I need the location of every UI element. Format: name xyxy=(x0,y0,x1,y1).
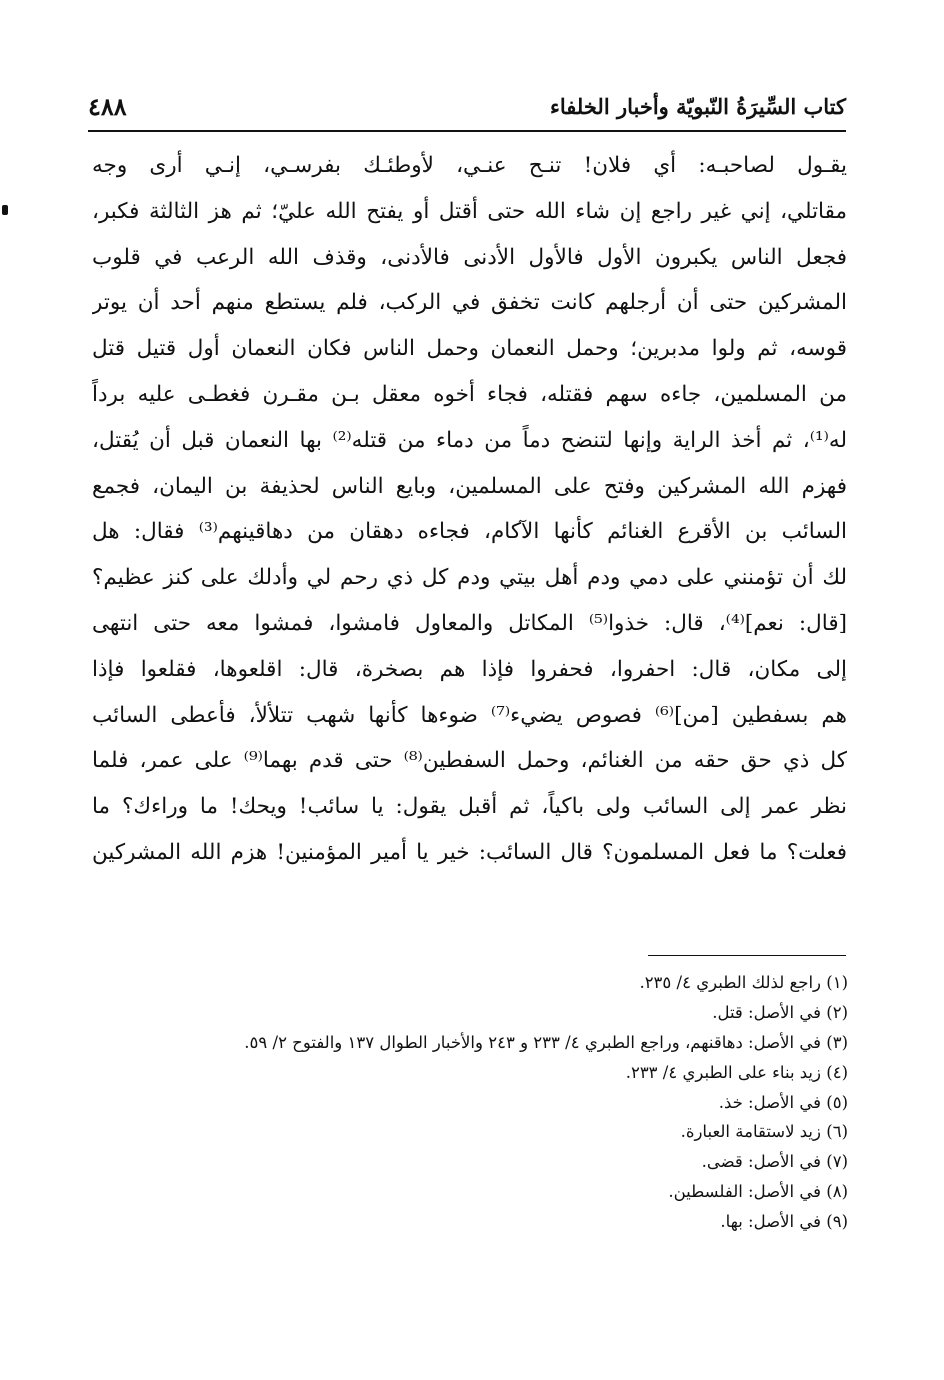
text-line: قوسه، ثم ولوا مدبرين؛ وحمل النعمان وحمل الناس فكان النعمان أول قتيل قتل xyxy=(92,336,847,362)
text-line: المشركين حتى أن أرجلهم كانت تخفق في الركب، فلم يستطع منهم أحد أن يوتر xyxy=(92,290,847,316)
page-number: ٤٨٨ xyxy=(88,92,127,121)
text-line: السائب بن الأقرع الغنائم كأنها الآكام، فجاءه دهقان من دهاقينهم⁽³⁾ فقال: هل xyxy=(92,519,847,545)
footnote-divider xyxy=(648,955,846,956)
text-line: نظر عمر إلى السائب ولى باكياً، ثم أقبل يقول: يا سائب! ويحك! ما وراءك؟ ما xyxy=(92,794,847,820)
text-line: له⁽¹⁾، ثم أخذ الراية وإنها لتنضح دماً من دماء من قتله⁽²⁾ بها النعمان قبل أن يُقتل، xyxy=(92,427,847,453)
text-line: لك أن تؤمنني على دمي ودم أهل بيتي ودم كل ذي رحم لي وأدلك على كنز عظيم؟ xyxy=(92,565,847,591)
main-text xyxy=(92,143,847,876)
footnote: (٨) في الأصل: الفلسطين. xyxy=(668,1182,848,1202)
book-title: كتاب السِّيرَةُ النّبويّة وأخبار الخلفاء xyxy=(550,94,846,119)
text-line: فعلت؟ ما فعل المسلمون؟ قال السائب: خير يا أمير المؤمنين! هزم الله المشركين xyxy=(92,839,847,865)
text-line: من المسلمين، جاءه سهم فقتله، فجاء أخوه معقل بـن مقـرن فغطـى عليه برداً xyxy=(92,381,847,407)
text-line: فجعل الناس يكبرون الأول فالأول الأدنى فالأدنى، وقذف الله الرعب في قلوب xyxy=(92,244,847,270)
text-line: إلى مكان، قال: احفروا، فحفروا فإذا هم بصخرة، قال: اقلعوها، فقلعوا فإذا xyxy=(92,656,847,682)
text-line: كل ذي حق حقه من الغنائم، وحمل السفطين⁽⁸⁾ حتى قدم بهما⁽⁹⁾ على عمر، فلما xyxy=(92,748,847,774)
text-line: مقاتلي، إني غير راجع إن شاء الله حتى أقتل أو يفتح الله عليّ؛ ثم هز الثالثة فكبر، xyxy=(92,198,847,224)
footnote: (٧) في الأصل: قضى. xyxy=(701,1152,848,1172)
text-line: [قال: نعم]⁽⁴⁾، قال: خذوا⁽⁵⁾ المكاتل والمعاول فامشوا، فمشوا معه حتى انتهى xyxy=(92,610,847,636)
footnotes xyxy=(108,968,848,1237)
footnote: (١) راجع لذلك الطبري ٤/ ٢٣٥. xyxy=(639,973,848,992)
margin-mark xyxy=(2,205,8,215)
text-line: فهزم الله المشركين وفتح على المسلمين، وبايع الناس لحذيفة بن اليمان، فجمع xyxy=(92,473,847,499)
footnote: (٥) في الأصل: خذ. xyxy=(718,1092,848,1112)
running-header xyxy=(88,82,846,132)
footnote: (٤) زيد بناء على الطبري ٤/ ٢٣٣. xyxy=(625,1062,848,1082)
footnote: (٢) في الأصل: قتل. xyxy=(712,1002,848,1022)
footnote: (٩) في الأصل: بها. xyxy=(720,1212,848,1232)
text-line: هم بسفطين [من]⁽⁶⁾ فصوص يضيء⁽⁷⁾ ضوءها كأنها شهب تتلألأ، فأعطى السائب xyxy=(92,702,847,728)
text-line: يقـول لصاحبـه: أي فلان! تنـح عنـي، لأوطئـك بفرسـي، إنـي أرى وجه xyxy=(92,153,847,178)
footnote: (٦) زيد لاستقامة العبارة. xyxy=(680,1122,848,1142)
footnote: (٣) في الأصل: دهاقنهم، وراجع الطبري ٤/ ٢٣٣ و ٢٤٣ والأخبار الطوال ١٣٧ والفتوح ٢/ ٥٩. xyxy=(244,1032,848,1052)
